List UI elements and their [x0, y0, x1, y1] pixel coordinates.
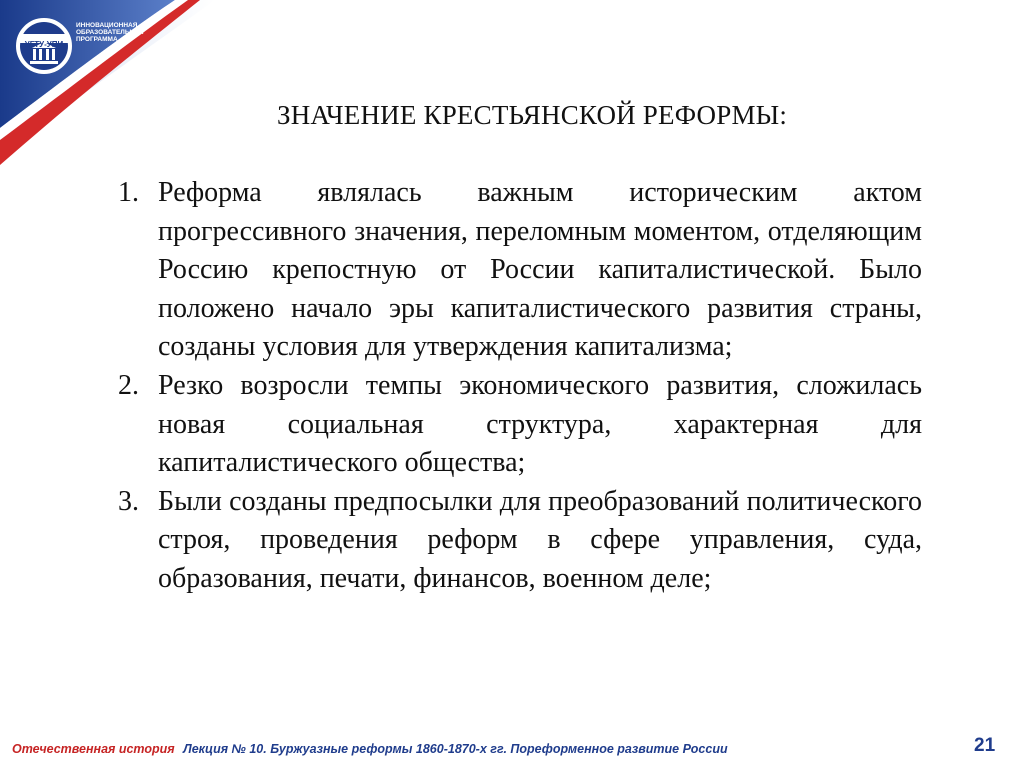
list-item-text: Реформа являлась важным историческим актом прогрессивного значения, переломным моментом, отделяющим Россию крепостную от России капиталистической. Было положено начало эры капиталистического развития страны, созданы условия для утверждения капитализма;	[158, 177, 922, 363]
list-item	[118, 483, 922, 599]
significance-list	[118, 174, 922, 599]
list-item	[118, 367, 922, 483]
program-line: ОБРАЗОВАТЕЛЬНАЯ	[76, 29, 144, 36]
list-item	[118, 174, 922, 367]
page-number: 21	[974, 735, 996, 756]
slide-footer	[12, 742, 728, 756]
program-line: ИННОВАЦИОННАЯ	[76, 22, 138, 29]
list-item-text: Резко возросли темпы экономического развития, сложилась новая социальная структура, характерная для капиталистического общества;	[158, 369, 922, 479]
slide-title: ЗНАЧЕНИЕ КРЕСТЬЯНСКОЙ РЕФОРМЫ:	[277, 100, 788, 130]
footer-course: Отечественная история	[12, 742, 175, 756]
logo-label: УГТУ-УПИ	[24, 40, 64, 49]
list-item-number: 1.	[118, 177, 139, 208]
list-item-number: 3.	[118, 485, 139, 517]
program-line: ПРОГРАММА	[76, 36, 118, 43]
university-logo	[14, 12, 144, 82]
footer-lecture: Лекция № 10. Буржуазные реформы 1860-1870-х гг. Пореформенное развитие России	[183, 742, 728, 756]
list-item-text: Были созданы предпосылки для преобразований политического строя, проведения реформ в сфере управления, суда, образования, печати, финансов, военном деле;	[158, 485, 922, 594]
program-label	[76, 22, 146, 43]
list-item-number: 2.	[118, 369, 139, 401]
